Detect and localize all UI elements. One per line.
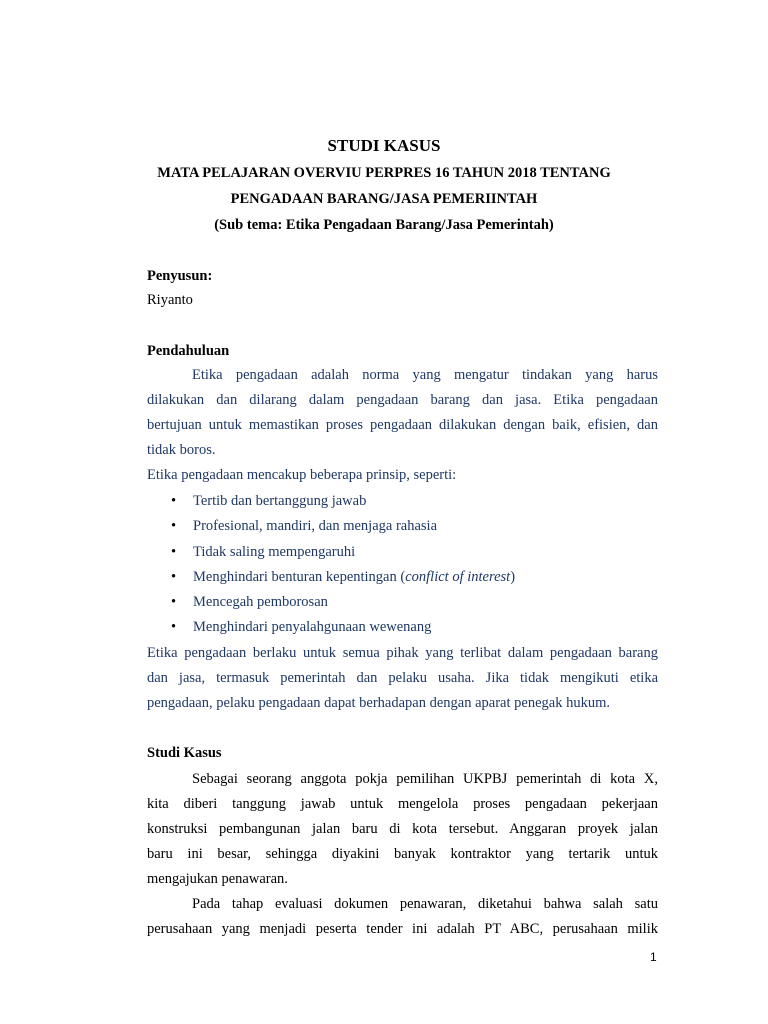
subtitle-line-2: PENGADAAN BARANG/JASA PEMERIINTAH (230, 191, 538, 207)
case-line: kita diberi tanggung jawab untuk mengelola proses pengadaan pekerjaan (147, 796, 658, 812)
applies-paragraph (147, 641, 658, 716)
subtitle-line-1: MATA PELAJARAN OVERVIU PERPRES 16 TAHUN 2018 TENTANG (157, 165, 611, 181)
page-number: 1 (650, 950, 657, 964)
case-paragraph (147, 767, 658, 942)
intro-line: dilakukan dan dilarang dalam pengadaan barang dan jasa. Etika pengadaan (147, 392, 658, 408)
case-line: perusahaan yang menjadi peserta tender ini adalah PT ABC, perusahaan milik (147, 921, 658, 937)
bullet-icon: • (171, 543, 177, 560)
applies-line: pengadaan, pelaku pengadaan dapat berhadapan dengan aparat penegak hukum. (147, 695, 610, 711)
list-item: • Tidak saling mempengaruhi (147, 540, 658, 565)
bullet-icon: • (171, 619, 177, 636)
case-line: Sebagai seorang anggota pokja pemilihan UKPBJ pemerintah di kota X, (192, 771, 658, 787)
intro-line: bertujuan untuk memastikan proses pengadaan dilakukan dengan baik, efisien, dan (147, 417, 658, 433)
italic-term: conflict of interest (405, 568, 511, 585)
intro-line: tidak boros. (147, 442, 216, 458)
bullet-icon: • (171, 568, 177, 585)
list-item: • Mencegah pemborosan (147, 590, 658, 615)
bullet-icon: • (171, 594, 177, 611)
author-name: Riyanto (147, 292, 193, 308)
author-label: Penyusun: (147, 268, 213, 284)
case-line: konstruksi pembangunan jalan baru di kota tersebut. Anggaran proyek jalan (147, 821, 658, 837)
bullet-icon: • (171, 493, 177, 509)
case-line: Pada tahap evaluasi dokumen penawaran, diketahui bahwa salah satu (192, 896, 658, 912)
document-title: STUDI KASUS (327, 136, 441, 155)
intro-line: Etika pengadaan adalah norma yang mengatur tindakan yang harus (192, 367, 658, 383)
case-heading: Studi Kasus (147, 745, 222, 761)
list-item: • Menghindari benturan kepentingan (conflict of interest) (147, 565, 658, 590)
case-line: baru ini besar, sehingga diyakini banyak kontraktor yang tertarik untuk (147, 846, 658, 862)
list-item: • Profesional, mandiri, dan menjaga rahasia (147, 514, 658, 539)
intro-heading: Pendahuluan (147, 343, 230, 359)
applies-line: Etika pengadaan berlaku untuk semua pihak yang terlibat dalam pengadaan barang (147, 645, 658, 661)
principles-intro: Etika pengadaan mencakup beberapa prinsip, seperti: (147, 467, 457, 483)
bullet-icon: • (171, 518, 177, 535)
list-item: • Tertib dan bertanggung jawab (147, 489, 658, 514)
applies-line: dan jasa, termasuk pemerintah dan pelaku usaha. Jika tidak mengikuti etika (147, 670, 658, 686)
subtheme: (Sub tema: Etika Pengadaan Barang/Jasa Pemerintah) (214, 217, 554, 233)
list-item: • Menghindari penyalahgunaan wewenang (147, 615, 658, 640)
principles-list (147, 489, 658, 641)
case-line: mengajukan penawaran. (147, 871, 288, 887)
intro-paragraph (147, 363, 658, 488)
